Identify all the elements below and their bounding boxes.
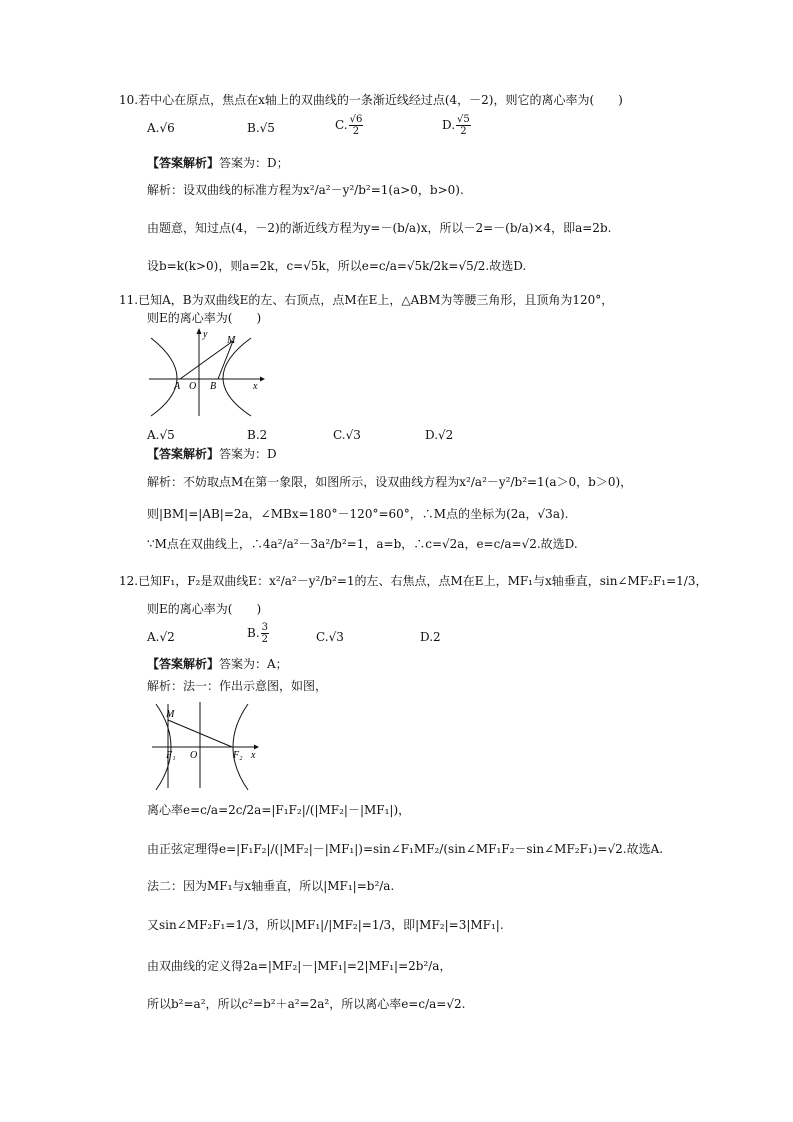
q11-fig-label-o: O: [189, 381, 197, 392]
q12-fig-label-f1: F₁: [166, 750, 176, 761]
q10-solution-line-2: 由题意，知过点(4，－2)的渐近线方程为y=－(b/a)x，所以－2=－(b/a)×4，即a=2b.: [147, 221, 612, 235]
q12-stem-line-1: 12.已知F₁，F₂是双曲线E：x²/a²－y²/b²=1的左、右焦点，点M在E上，MF₁与x轴垂直，sin∠MF₂F₁=1/3，: [119, 574, 708, 588]
q10-option-c: C. $\frac{√6}{2}$: [335, 114, 363, 137]
q12-solution-line-3: 法二：因为MF₁与x轴垂直，所以|MF₁|=b²/a.: [147, 879, 395, 893]
q12-solution-line-4: 又sin∠MF₂F₁=1/3，所以|MF₁|/|MF₂|=1/3，即|MF₂|=3|MF₁|.: [147, 918, 504, 932]
q11-hyperbola-figure: [147, 328, 265, 418]
q10-solution-line-3: 设b=k(k>0)，则a=2k，c=√5k，所以e=c/a=√5k/2k=√5/2.故选D.: [147, 259, 527, 273]
q11-stem-line-1: 11.已知A，B为双曲线E的左、右顶点，点M在E上，△ABM为等腰三角形，且顶角为120°，: [119, 293, 614, 307]
q10-solution-line-1: 解析：设双曲线的标准方程为x²/a²－y²/b²=1(a>0，b>0).: [147, 183, 464, 197]
q12-option-d: D.2: [420, 630, 441, 644]
q12-solution-line-6: 所以b²=a²，所以c²=b²＋a²=2a²，所以离心率e=c/a=√2.: [147, 997, 466, 1011]
q11-solution-line-2: 则|BM|=|AB|=2a，∠MBx=180°－120°=60°，∴M点的坐标为(2a，√3a).: [147, 507, 569, 521]
q11-solution-line-1: 解析：不妨取点M在第一象限，如图所示，设双曲线方程为x²/a²－y²/b²=1(a＞0，b＞0)，: [147, 475, 633, 489]
q11-stem-line-2: 则E的离心率为( ): [147, 311, 262, 325]
q11-fig-label-a: A: [174, 381, 181, 392]
q10-stem: 10.若中心在原点，焦点在x轴上的双曲线的一条渐近线经过点(4，－2)，则它的离心率为( ): [119, 93, 623, 107]
q12-stem-line-2: 则E的离心率为( ): [147, 602, 262, 616]
q11-answer: 【答案解析】答案为：D: [147, 447, 277, 461]
q11-option-a: A.√5: [147, 428, 175, 442]
q10-answer: 【答案解析】答案为：D；: [147, 156, 289, 170]
q12-option-a: A.√2: [147, 630, 175, 644]
q11-fig-label-x: x: [253, 381, 258, 392]
q10-option-d: D. $\frac{√5}{2}$: [442, 114, 470, 137]
q11-fig-label-b: B: [210, 381, 217, 392]
q12-fig-label-m: M: [166, 709, 175, 720]
q11-solution-line-3: ∵M点在双曲线上，∴4a²/a²－3a²/b²=1，a=b，∴c=√2a，e=c/a=√2.故选D.: [147, 537, 578, 551]
q12-method-1: 解析：法一：作出示意图，如图，: [147, 679, 328, 693]
q12-solution-line-5: 由双曲线的定义得2a=|MF₂|－|MF₁|=2|MF₁|=2b²/a，: [147, 959, 452, 973]
q10-option-b: B.√5: [247, 121, 275, 135]
q12-solution-line-2: 由正弦定理得e=|F₁F₂|/(|MF₂|－|MF₁|)=sin∠F₁MF₂/(sin∠MF₁F₂－sin∠MF₂F₁)=√2.故选A.: [147, 842, 664, 856]
q12-fig-label-o: O: [190, 750, 198, 761]
q12-hyperbola-figure: [150, 700, 260, 792]
q12-solution-line-1: 离心率e=c/a=2c/2a=|F₁F₂|/(|MF₂|－|MF₁|)，: [147, 803, 411, 817]
q11-option-b: B.2: [247, 428, 268, 442]
q10-option-a: A.√6: [147, 121, 175, 135]
q11-option-d: D.√2: [425, 428, 454, 442]
q12-option-b: B. $\frac{3}{2}$: [247, 622, 269, 645]
q12-fig-label-x: x: [251, 750, 256, 761]
q11-option-c: C.√3: [333, 428, 361, 442]
q11-fig-label-m: M: [227, 335, 236, 346]
q12-option-c: C.√3: [316, 630, 344, 644]
q12-fig-label-f2: F₂: [233, 750, 243, 761]
q11-fig-label-y: y: [203, 329, 208, 340]
q12-answer: 【答案解析】答案为：A；: [147, 657, 288, 671]
